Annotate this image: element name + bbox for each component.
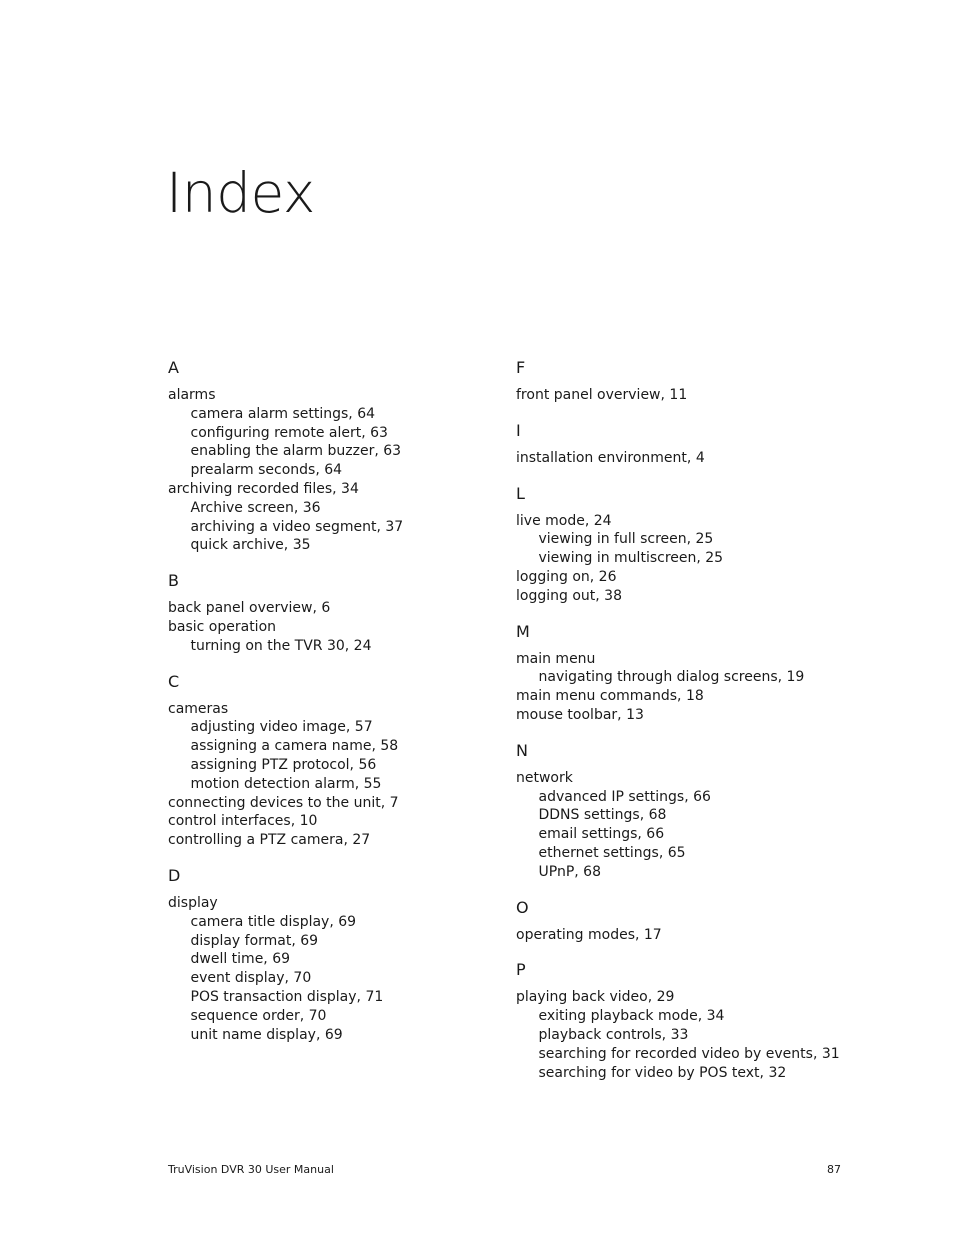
section-letter: N bbox=[516, 740, 528, 760]
index-entry: network bbox=[516, 769, 573, 786]
footer-manual-title: TruVision DVR 30 User Manual bbox=[168, 1163, 334, 1176]
index-subentry: archiving a video segment, 37 bbox=[190, 518, 404, 535]
index-entry: installation environment, 4 bbox=[516, 449, 705, 466]
index-subentry: Archive screen, 36 bbox=[190, 499, 321, 516]
index-section bbox=[516, 896, 836, 945]
index-subentry: POS transaction display, 71 bbox=[190, 988, 384, 1005]
index-subentry: enabling the alarm buzzer, 63 bbox=[190, 443, 402, 460]
section-letter: P bbox=[516, 960, 526, 980]
index-entry: logging on, 26 bbox=[516, 568, 617, 585]
index-section bbox=[516, 739, 836, 882]
index-column-left bbox=[168, 356, 498, 1058]
index-entry: alarms bbox=[168, 387, 216, 403]
index-entry: playing back video, 29 bbox=[516, 989, 675, 1006]
index-subentry: configuring remote alert, 63 bbox=[190, 424, 388, 441]
section-letter: F bbox=[516, 358, 526, 377]
index-subentry: adjusting video image, 57 bbox=[190, 719, 373, 736]
section-letter: A bbox=[168, 358, 179, 377]
index-subentry: advanced IP settings, 66 bbox=[538, 788, 711, 805]
section-letter: C bbox=[168, 671, 180, 691]
index-subentry: quick archive, 35 bbox=[190, 537, 311, 554]
index-entry: mouse toolbar, 13 bbox=[516, 706, 644, 723]
section-letter: D bbox=[168, 865, 181, 885]
index-subentry: ethernet settings, 65 bbox=[538, 844, 686, 861]
index-subentry: viewing in multiscreen, 25 bbox=[538, 550, 724, 567]
index-subentry: camera alarm settings, 64 bbox=[190, 405, 376, 422]
index-subentry: sequence order, 70 bbox=[190, 1007, 327, 1024]
section-letter: M bbox=[516, 621, 530, 641]
index-entry: archiving recorded files, 34 bbox=[168, 480, 359, 497]
index-entry: main menu commands, 18 bbox=[516, 688, 704, 705]
index-entry: controlling a PTZ camera, 27 bbox=[168, 832, 371, 849]
index-subentry: searching for video by POS text, 32 bbox=[538, 1064, 787, 1081]
index-subentry: email settings, 66 bbox=[538, 826, 665, 843]
index-entry: live mode, 24 bbox=[516, 512, 612, 529]
page-title: Index bbox=[166, 161, 315, 225]
index-subentry: dwell time, 69 bbox=[190, 951, 291, 968]
index-subentry: DDNS settings, 68 bbox=[538, 807, 667, 824]
index-entry: cameras bbox=[168, 700, 229, 717]
index-subentry: viewing in full screen, 25 bbox=[538, 531, 714, 548]
index-entry: operating modes, 17 bbox=[516, 926, 662, 943]
index-entry: front panel overview, 11 bbox=[516, 387, 688, 403]
index-entry: control interfaces, 10 bbox=[168, 813, 318, 830]
index-entry: back panel overview, 6 bbox=[168, 600, 331, 617]
index-section bbox=[168, 670, 498, 850]
index-section bbox=[168, 356, 498, 555]
index-entry: connecting devices to the unit, 7 bbox=[168, 794, 399, 811]
index-subentry: playback controls, 33 bbox=[538, 1026, 689, 1043]
index-subentry: event display, 70 bbox=[190, 970, 312, 987]
index-entry: display bbox=[168, 894, 218, 911]
index-subentry: prealarm seconds, 64 bbox=[190, 462, 343, 479]
index-subentry: unit name display, 69 bbox=[190, 1026, 343, 1043]
index-section bbox=[516, 620, 836, 725]
index-section bbox=[516, 482, 836, 606]
section-letter: O bbox=[516, 897, 529, 917]
index-subentry: display format, 69 bbox=[190, 932, 319, 949]
index-section bbox=[168, 864, 498, 1044]
index-subentry: camera title display, 69 bbox=[190, 913, 357, 930]
index-section bbox=[516, 958, 840, 1082]
index-section bbox=[516, 356, 836, 405]
index-subentry: searching for recorded video by events, 31 bbox=[538, 1045, 840, 1062]
index-entry: basic operation bbox=[168, 618, 277, 635]
index-column-right bbox=[516, 356, 840, 1096]
index-section bbox=[168, 569, 498, 655]
section-letter: L bbox=[516, 483, 525, 503]
index-subentry: exiting playback mode, 34 bbox=[538, 1008, 725, 1025]
index-section bbox=[516, 419, 836, 468]
section-letter: B bbox=[168, 571, 179, 591]
index-subentry: UPnP, 68 bbox=[538, 863, 601, 880]
index-subentry: assigning a camera name, 58 bbox=[190, 738, 399, 755]
index-entry: main menu bbox=[516, 650, 596, 667]
footer-page-number: 87 bbox=[827, 1163, 841, 1176]
index-subentry: turning on the TVR 30, 24 bbox=[190, 637, 372, 654]
index-entry: logging out, 38 bbox=[516, 587, 622, 604]
index-subentry: navigating through dialog screens, 19 bbox=[538, 669, 805, 686]
index-subentry: motion detection alarm, 55 bbox=[190, 775, 382, 792]
index-subentry: assigning PTZ protocol, 56 bbox=[190, 756, 377, 773]
section-letter: I bbox=[516, 420, 521, 440]
